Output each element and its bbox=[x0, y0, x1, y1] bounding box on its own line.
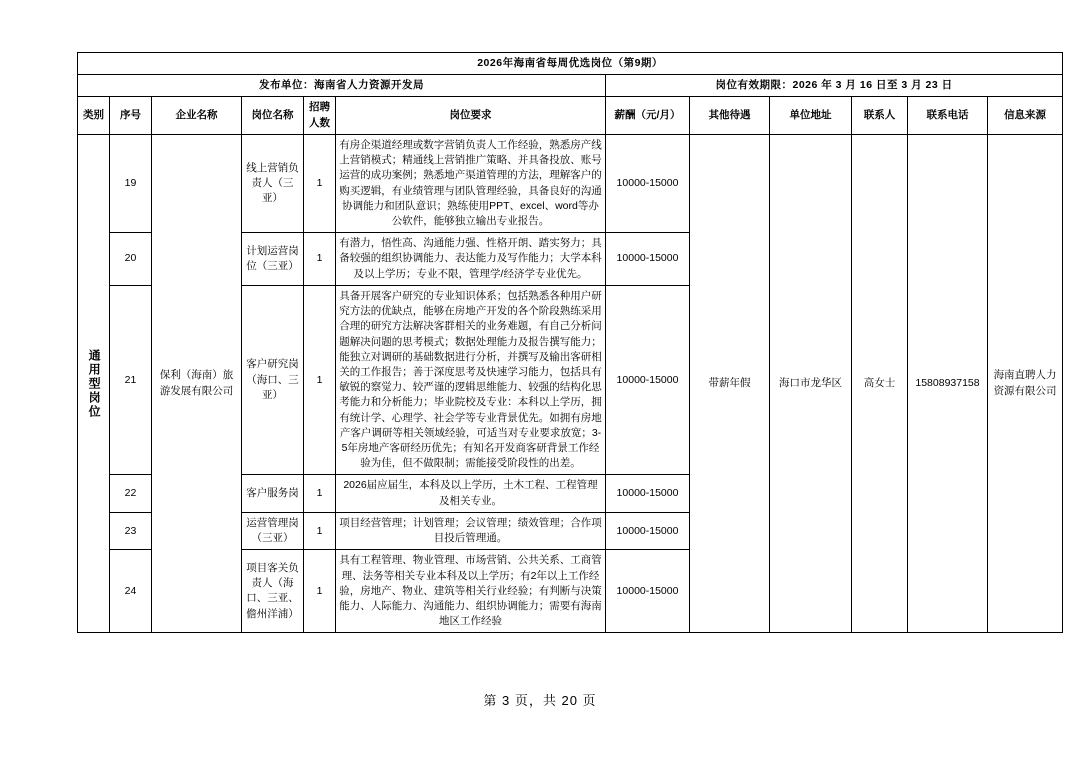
cell-index: 23 bbox=[110, 512, 152, 549]
page-footer: 第 3 页，共 20 页 bbox=[483, 693, 597, 708]
document-table-wrapper bbox=[77, 52, 1057, 633]
cell-position: 计划运营岗位（三亚） bbox=[242, 233, 304, 286]
cell-index: 21 bbox=[110, 285, 152, 475]
cell-headcount: 1 bbox=[304, 475, 336, 512]
table-row bbox=[78, 134, 1063, 232]
column-header-company: 企业名称 bbox=[152, 97, 242, 134]
cell-position: 运营管理岗（三亚） bbox=[242, 512, 304, 549]
job-listing-table bbox=[77, 52, 1063, 633]
cell-salary: 10000-15000 bbox=[606, 475, 690, 512]
cell-index: 19 bbox=[110, 134, 152, 232]
cell-category bbox=[78, 134, 110, 633]
cell-salary: 10000-15000 bbox=[606, 550, 690, 633]
cell-requirement: 2026届应届生，本科及以上学历，土木工程、工程管理及相关专业。 bbox=[336, 475, 606, 512]
cell-source: 海南直聘人力资源有限公司 bbox=[988, 134, 1063, 633]
column-header-requirement: 岗位要求 bbox=[336, 97, 606, 134]
cell-headcount: 1 bbox=[304, 134, 336, 232]
cell-position: 线上营销负责人（三亚） bbox=[242, 134, 304, 232]
category-label: 通用型岗位 bbox=[87, 348, 102, 419]
publisher-label: 发布单位：海南省人力资源开发局 bbox=[78, 75, 606, 97]
column-header-headcount: 招聘人数 bbox=[304, 97, 336, 134]
table-header-row bbox=[78, 97, 1063, 134]
column-header-position: 岗位名称 bbox=[242, 97, 304, 134]
column-header-address: 单位地址 bbox=[770, 97, 852, 134]
cell-requirement: 有潜力，悟性高、沟通能力强、性格开朗、踏实努力；具备较强的组织协调能力、表达能力及写作能力；大学本科及以上学历；专业不限，管理学/经济学专业优先。 bbox=[336, 233, 606, 286]
cell-phone: 15808937158 bbox=[908, 134, 988, 633]
cell-position: 项目客关负责人（海口、三亚、儋州洋浦） bbox=[242, 550, 304, 633]
cell-address: 海口市龙华区 bbox=[770, 134, 852, 633]
column-header-contact: 联系人 bbox=[852, 97, 908, 134]
document-title: 2026年海南省每周优选岗位（第9期） bbox=[78, 53, 1063, 75]
title-row bbox=[78, 53, 1063, 75]
column-header-source: 信息来源 bbox=[988, 97, 1063, 134]
cell-headcount: 1 bbox=[304, 285, 336, 475]
cell-requirement: 具有工程管理、物业管理、市场营销、公共关系、工商管理、法务等相关专业本科及以上学历；有2年以上工作经验，房地产、物业、建筑等相关行业经验；有判断与决策能力、人际能力、沟通能力、组织协调能力；需要有海南地区工作经验 bbox=[336, 550, 606, 633]
cell-headcount: 1 bbox=[304, 233, 336, 286]
column-header-index: 序号 bbox=[110, 97, 152, 134]
column-header-benefits: 其他待遇 bbox=[690, 97, 770, 134]
cell-company: 保利（海南）旅游发展有限公司 bbox=[152, 134, 242, 633]
subheader-row bbox=[78, 75, 1063, 97]
cell-headcount: 1 bbox=[304, 512, 336, 549]
column-header-salary: 薪酬（元/月） bbox=[606, 97, 690, 134]
validity-label: 岗位有效期限：2026 年 3 月 16 日至 3 月 23 日 bbox=[606, 75, 1063, 97]
cell-index: 22 bbox=[110, 475, 152, 512]
cell-position: 客户研究岗（海口、三亚） bbox=[242, 285, 304, 475]
cell-position: 客户服务岗 bbox=[242, 475, 304, 512]
cell-index: 24 bbox=[110, 550, 152, 633]
column-header-phone: 联系电话 bbox=[908, 97, 988, 134]
cell-headcount: 1 bbox=[304, 550, 336, 633]
cell-salary: 10000-15000 bbox=[606, 233, 690, 286]
cell-contact: 高女士 bbox=[852, 134, 908, 633]
cell-requirement: 有房企渠道经理或数字营销负责人工作经验，熟悉房产线上营销模式；精通线上营销推广策略、并具备投放、账号运营的成功案例；熟悉地产渠道管理的方法，理解客户的购买逻辑，有业绩管理与团队管理经验，具备良好的沟通协调能力和团队意识；熟练使用PPT、excel、word等办公软件，能够独立输出专业报告。 bbox=[336, 134, 606, 232]
cell-requirement: 具备开展客户研究的专业知识体系；包括熟悉各种用户研究方法的优缺点，能够在房地产开发的各个阶段熟练采用合理的研究方法解决客群相关的业务难题，有自己分析问题解决问题的思考模式；数据处理能力及报告撰写能力；能独立对调研的基础数据进行分析，并撰写及输出客研相关的工作报告；善于深度思考及快速学习能力，包括具有敏锐的察觉力、较严谨的逻辑思维能力、较强的结构化思考能力和分析能力；毕业院校及专业：本科以上学历，拥有统计学、心理学、社会学等专业背景优先。如拥有房地产客户调研等相关领域经验，可适当对专业要求放宽；3-5年房地产客研经历优先；有知名开发商客研背景工作经验为佳，但不做限制；需能接受阶段性的出差。 bbox=[336, 285, 606, 475]
cell-benefits: 带薪年假 bbox=[690, 134, 770, 633]
cell-requirement: 项目经营管理；计划管理；会议管理；绩效管理；合作项目投后管理通。 bbox=[336, 512, 606, 549]
cell-index: 20 bbox=[110, 233, 152, 286]
cell-salary: 10000-15000 bbox=[606, 285, 690, 475]
cell-salary: 10000-15000 bbox=[606, 512, 690, 549]
cell-salary: 10000-15000 bbox=[606, 134, 690, 232]
column-header-category: 类别 bbox=[78, 97, 110, 134]
